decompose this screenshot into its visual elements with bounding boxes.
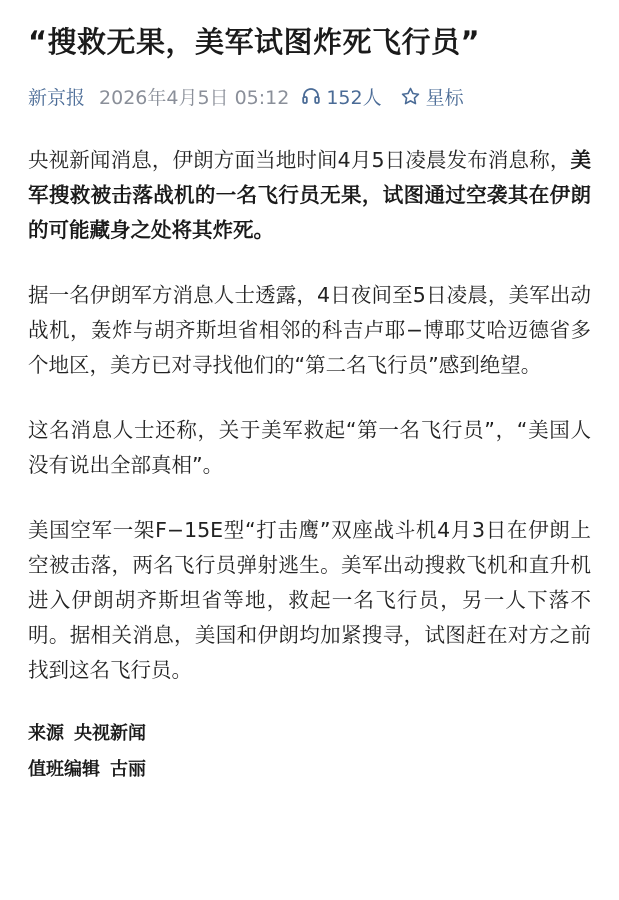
credit-source-label: 来源 bbox=[28, 723, 64, 744]
listen-count: 152人 bbox=[326, 86, 382, 109]
star-button[interactable] bbox=[400, 83, 464, 110]
paragraph-1-highlight: 美军搜救被击落战机的一名飞行员无果，试图通过空袭其在伊朗的可能藏身之处将其炸死。 bbox=[28, 148, 591, 242]
credit-source bbox=[28, 716, 591, 752]
paragraph-3: 这名消息人士还称，关于美军救起“第一名飞行员”，“美国人没有说出全部真相”。 bbox=[28, 418, 591, 477]
headphones-icon bbox=[301, 86, 321, 106]
listen-button[interactable] bbox=[301, 83, 381, 110]
article-credits bbox=[28, 716, 591, 788]
article-title: “搜救无果，美军试图炸死飞行员” bbox=[28, 25, 481, 59]
paragraph-1 bbox=[28, 143, 591, 248]
source-link[interactable]: 新京报 bbox=[28, 86, 86, 109]
credit-source-value: 央视新闻 bbox=[74, 723, 146, 744]
star-outline-icon bbox=[400, 86, 421, 107]
article-body bbox=[28, 143, 591, 788]
paragraph-2: 据一名伊朗军方消息人士透露，4日夜间至5日凌晨，美军出动战机，轰炸与胡齐斯坦省相邻的科吉卢耶−博耶艾哈迈德省多个地区，美方已对寻找他们的“第二名飞行员”感到绝望。 bbox=[28, 283, 591, 377]
publish-time: 2026年4月5日 05:12 bbox=[99, 86, 290, 109]
article-meta bbox=[28, 79, 591, 113]
paragraph-4: 美国空军一架F−15E型“打击鹰”双座战斗机4月3日在伊朗上空被击落，两名飞行员弹射逃生。美军出动搜救飞机和直升机进入伊朗胡齐斯坦省等地，救起一名飞行员，另一人下落不明。据相关消息，美国和伊朗均加紧搜寻，试图赶在对方之前找到这名飞行员。 bbox=[28, 518, 591, 682]
credit-editor bbox=[28, 752, 591, 788]
credit-editor-label: 值班编辑 bbox=[28, 759, 100, 780]
paragraph-1-lead: 央视新闻消息，伊朗方面当地时间4月5日凌晨发布消息称， bbox=[28, 148, 571, 172]
credit-editor-value: 古丽 bbox=[110, 759, 146, 780]
star-label: 星标 bbox=[425, 86, 464, 109]
